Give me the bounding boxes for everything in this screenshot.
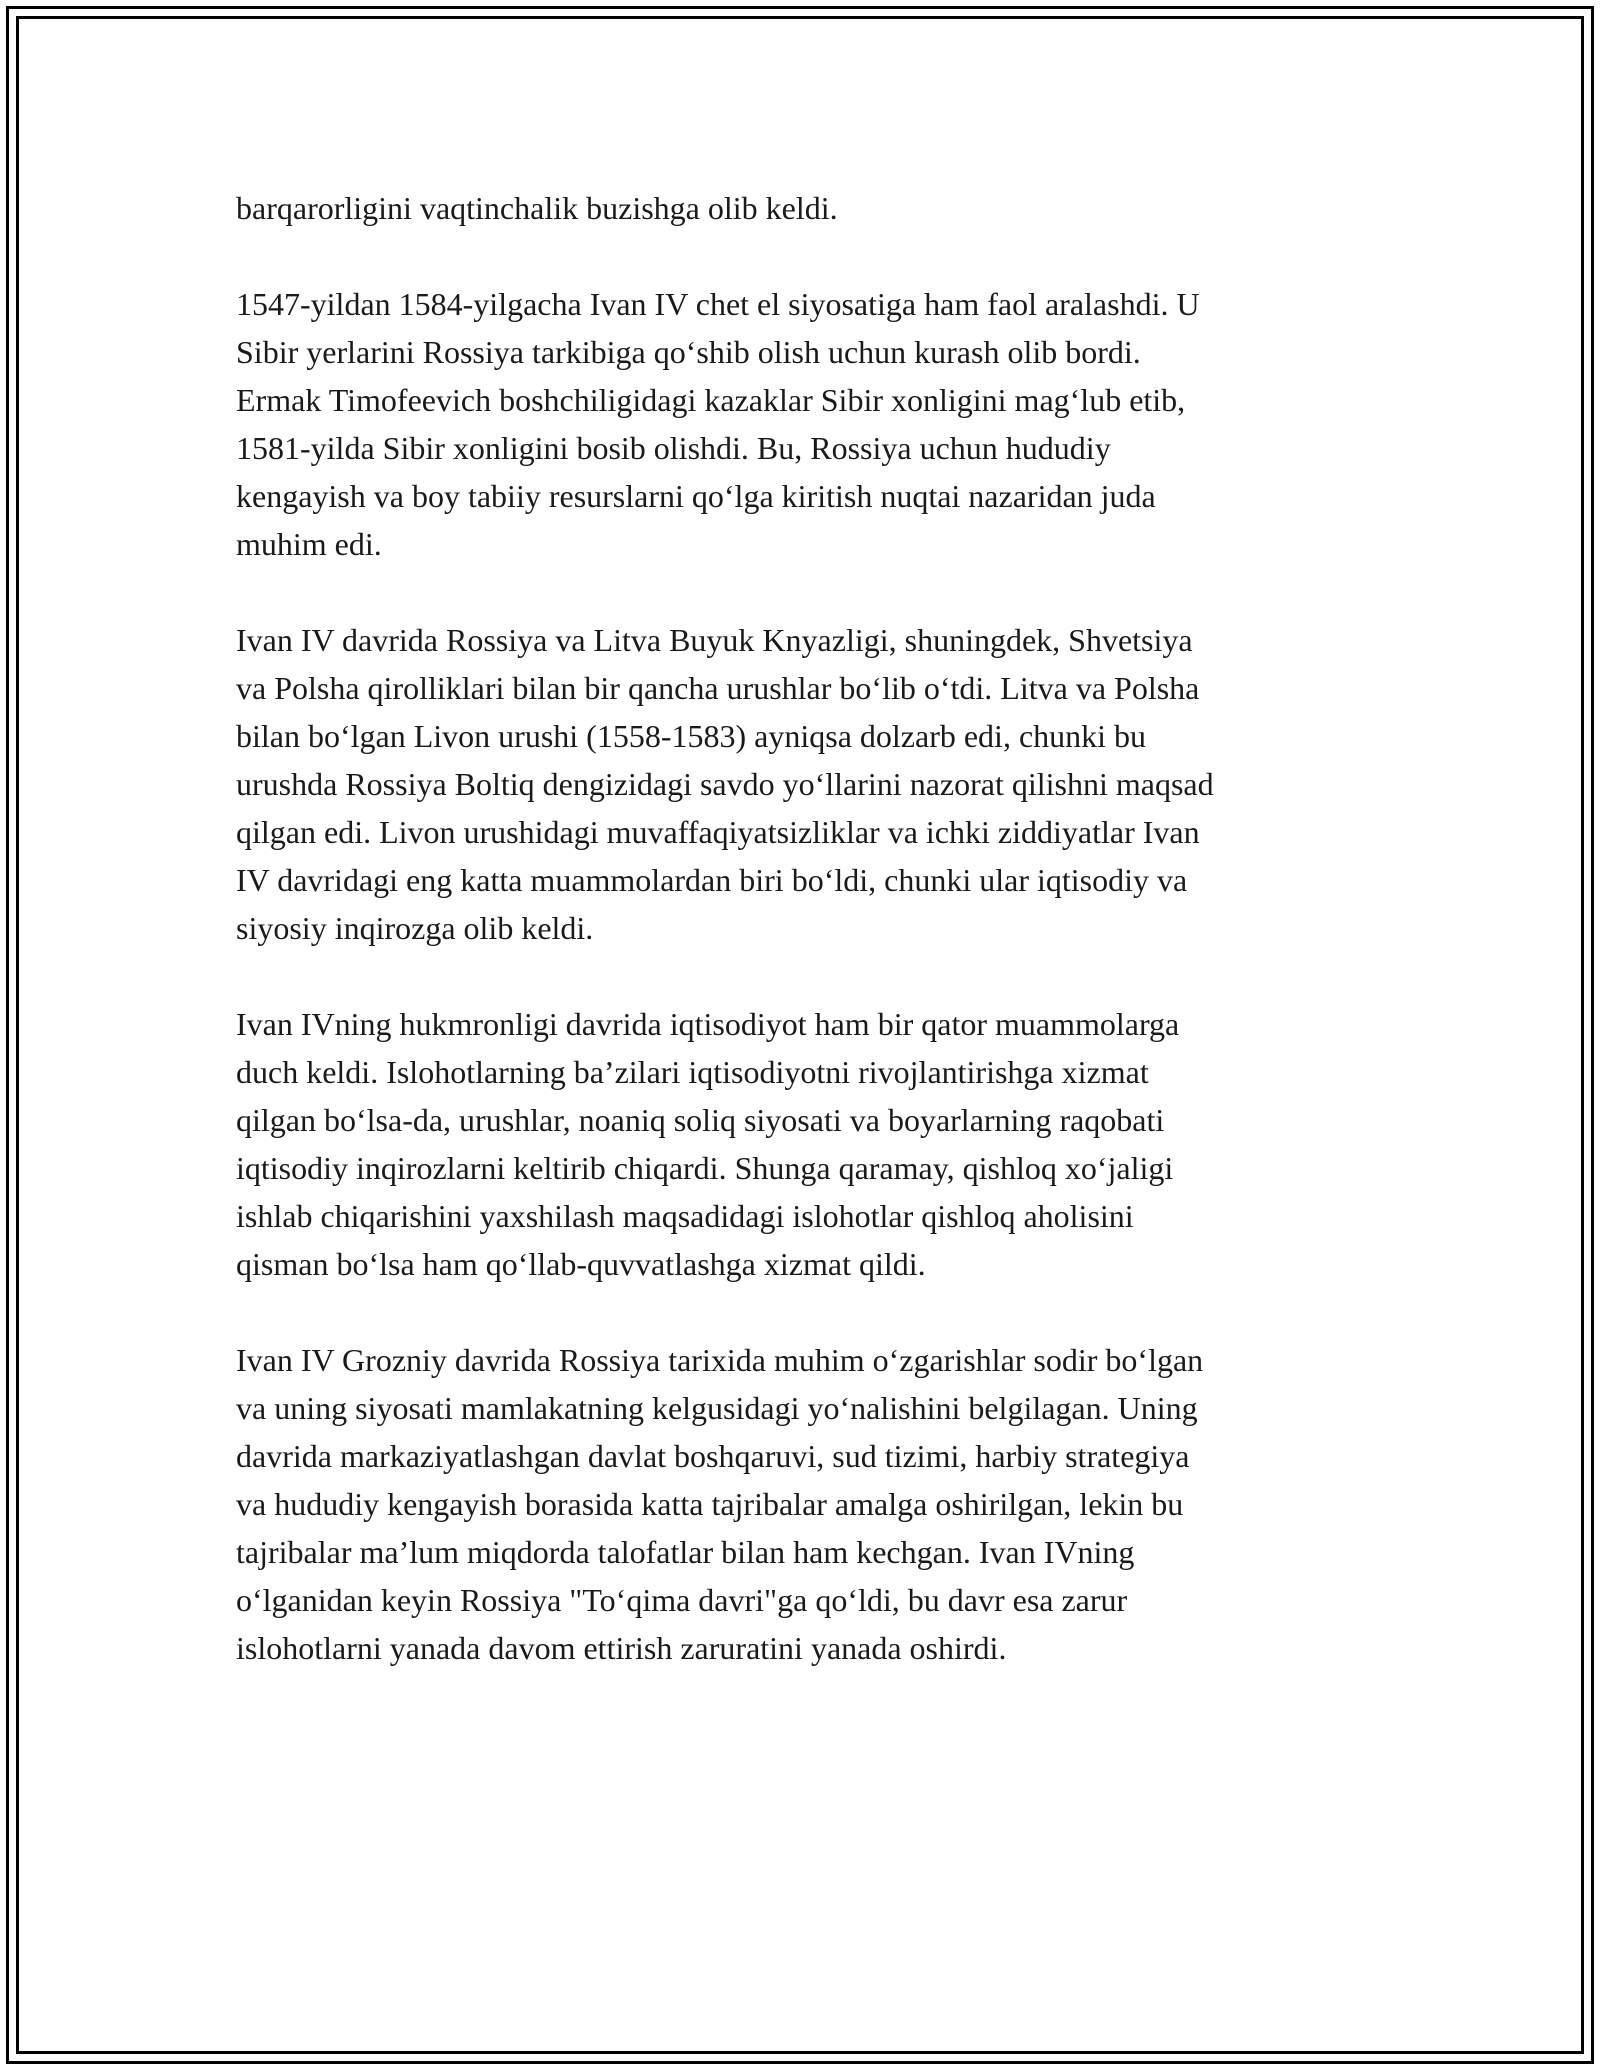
text-line: va Polsha qirolliklari bilan bir qancha urushlar bo‘lib o‘tdi. Litva va Polsha <box>236 670 1200 706</box>
text-line: va uning siyosati mamlakatning kelgusidagi yo‘nalishini belgilagan. Uning <box>236 1390 1198 1426</box>
text-line: qisman bo‘lsa ham qo‘llab-quvvatlashga xizmat qildi. <box>236 1246 926 1282</box>
text-line: barqarorligini vaqtinchalik buzishga olib keldi. <box>236 190 838 226</box>
text-line: 1581-yilda Sibir xonligini bosib olishdi. Bu, Rossiya uchun hududiy <box>236 430 1111 466</box>
text-line: qilgan bo‘lsa-da, urushlar, noaniq soliq siyosati va boyarlarning raqobati <box>236 1102 1165 1138</box>
paragraph <box>236 280 1356 568</box>
paragraph <box>236 1336 1356 1672</box>
text-line: Ivan IVning hukmronligi davrida iqtisodiyot ham bir qator muammolarga <box>236 1006 1180 1042</box>
text-line: siyosiy inqirozga olib keldi. <box>236 910 594 946</box>
text-line: tajribalar ma’lum miqdorda talofatlar bilan ham kechgan. Ivan IVning <box>236 1534 1135 1570</box>
text-line: islohotlarni yanada davom ettirish zaruratini yanada oshirdi. <box>236 1630 1007 1666</box>
text-line: iqtisodiy inqirozlarni keltirib chiqardi. Shunga qaramay, qishloq xo‘jaligi <box>236 1150 1174 1186</box>
text-line: qilgan edi. Livon urushidagi muvaffaqiyatsizliklar va ichki ziddiyatlar Ivan <box>236 814 1200 850</box>
text-line: Ivan IV davrida Rossiya va Litva Buyuk Knyazligi, shuningdek, Shvetsiya <box>236 622 1193 658</box>
text-line: bilan bo‘lgan Livon urushi (1558-1583) ayniqsa dolzarb edi, chunki bu <box>236 718 1147 754</box>
document-body <box>236 184 1356 1672</box>
paragraph <box>236 1000 1356 1288</box>
text-line: ishlab chiqarishini yaxshilash maqsadidagi islohotlar qishloq aholisini <box>236 1198 1134 1234</box>
text-line: 1547-yildan 1584-yilgacha Ivan IV chet el siyosatiga ham faol aralashdi. U <box>236 286 1200 322</box>
text-line: Ivan IV Grozniy davrida Rossiya tarixida muhim o‘zgarishlar sodir bo‘lgan <box>236 1342 1204 1378</box>
text-line: kengayish va boy tabiiy resurslarni qo‘lga kiritish nuqtai nazaridan juda <box>236 478 1156 514</box>
text-line: Sibir yerlarini Rossiya tarkibiga qo‘shib olish uchun kurash olib bordi. <box>236 334 1141 370</box>
text-line: IV davridagi eng katta muammolardan biri bo‘ldi, chunki ular iqtisodiy va <box>236 862 1188 898</box>
text-line: o‘lganidan keyin Rossiya "To‘qima davri"ga qo‘ldi, bu davr esa zarur <box>236 1582 1128 1618</box>
text-line: urushda Rossiya Boltiq dengizidagi savdo yo‘llarini nazorat qilishni maqsad <box>236 766 1214 802</box>
text-line: va hududiy kengayish borasida katta tajribalar amalga oshirilgan, lekin bu <box>236 1486 1184 1522</box>
paragraph <box>236 616 1356 952</box>
text-line: muhim edi. <box>236 526 382 562</box>
text-line: davrida markaziyatlashgan davlat boshqaruvi, sud tizimi, harbiy strategiya <box>236 1438 1190 1474</box>
paragraph <box>236 184 1356 232</box>
text-line: duch keldi. Islohotlarning ba’zilari iqtisodiyotni rivojlantirishga xizmat <box>236 1054 1149 1090</box>
text-line: Ermak Timofeevich boshchiligidagi kazaklar Sibir xonligini mag‘lub etib, <box>236 382 1186 418</box>
